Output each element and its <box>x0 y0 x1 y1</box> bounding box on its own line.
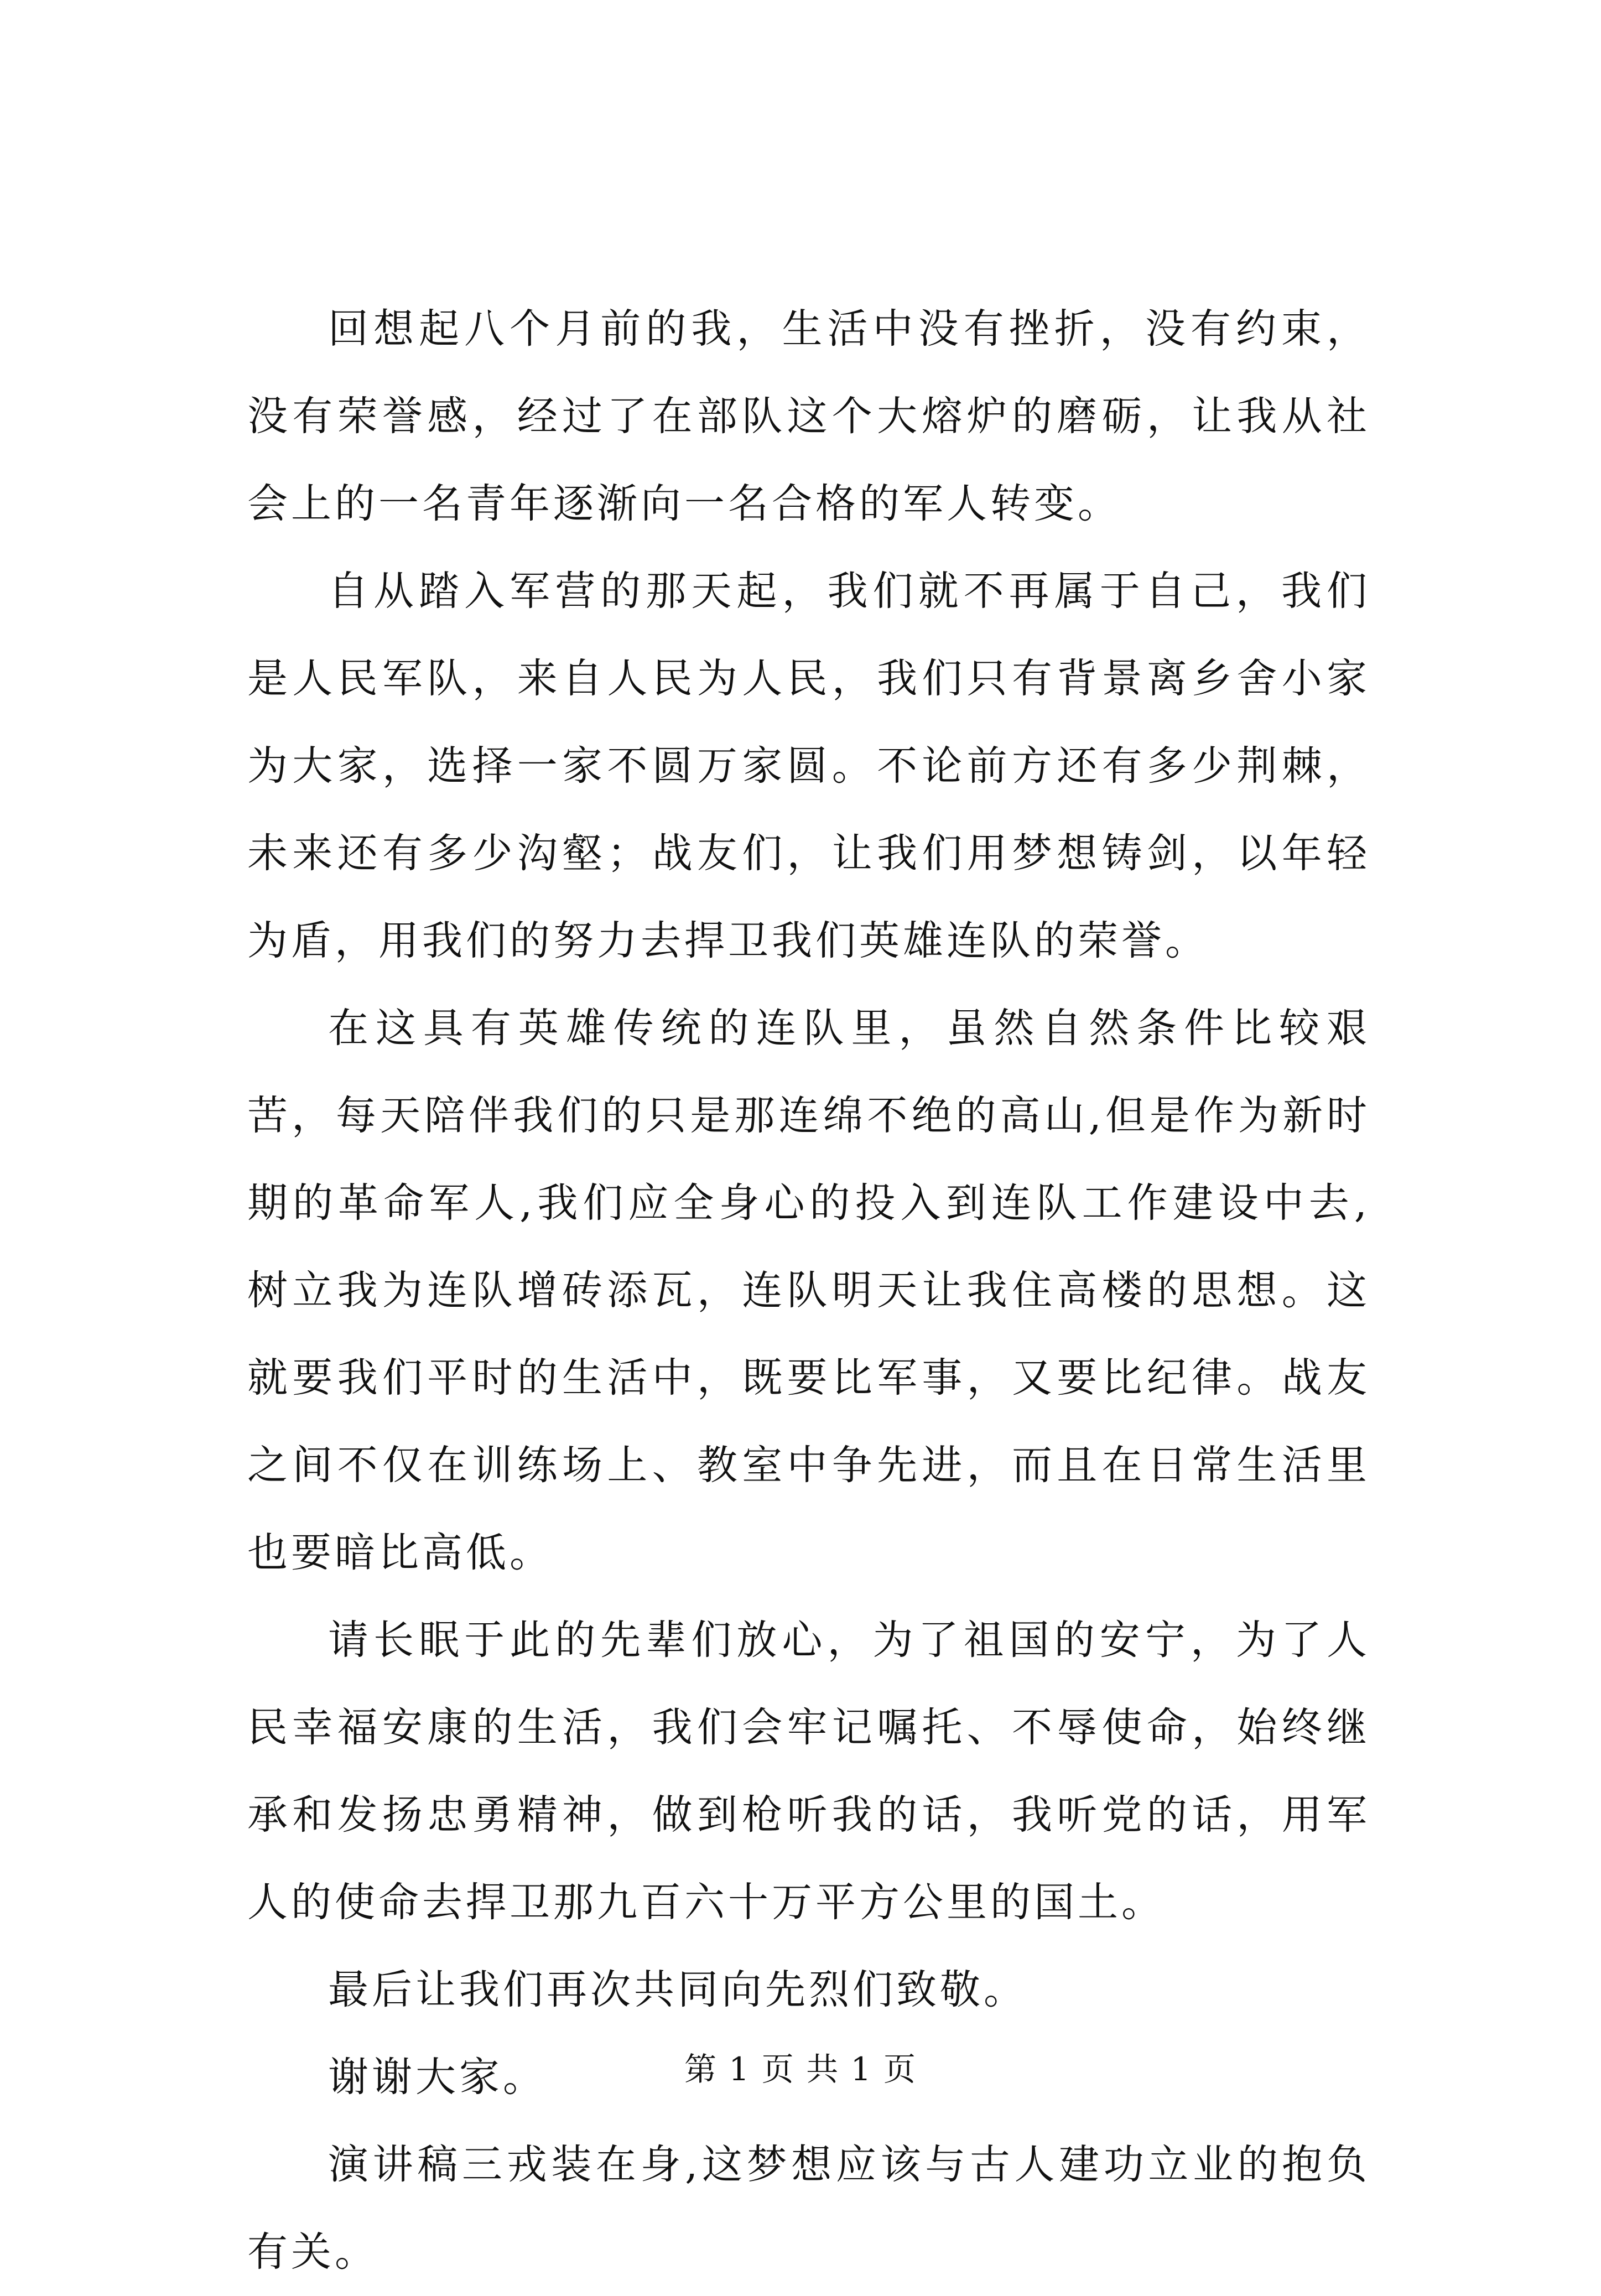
page-footer: 第 1 页 共 1 页 <box>684 2050 917 2088</box>
paragraph: 演讲稿三戎装在身,这梦想应该与古人建功立业的抱负有关。 <box>247 2141 1370 2276</box>
paragraph: 请长眠于此的先辈们放心，为了祖国的安宁，为了人民幸福安康的生活，我们会牢记嘱托、不辱使命，始终继承和发扬忠勇精神，做到枪听我的话，我听党的话，用军人的使命去捍卫那九百六十万平方公里的国土。 <box>247 1617 1370 1926</box>
paragraph: 回想起八个月前的我，生活中没有挫折，没有约束，没有荣誉感，经过了在部队这个大熔炉的磨砺，让我从社会上的一名青年逐渐向一名合格的军人转变。 <box>247 305 1370 527</box>
paragraph: 自从踏入军营的那天起，我们就不再属于自己，我们是人民军队，来自人民为人民，我们只有背景离乡舍小家为大家，选择一家不圆万家圆。不论前方还有多少荆棘，未来还有多少沟壑；战友们，让我们用梦想铸剑，以年轻为盾，用我们的努力去捍卫我们英雄连队的荣誉。 <box>247 568 1370 964</box>
paragraph: 谢谢大家。 <box>328 2054 547 2101</box>
paragraph: 最后让我们再次共同向先烈们致敬。 <box>328 1966 1027 2013</box>
paragraph: 在这具有英雄传统的连队里，虽然自然条件比较艰苦，每天陪伴我们的只是那连绵不绝的高山,但是作为新时期的革命军人,我们应全身心的投入到连队工作建设中去,树立我为连队增砖添瓦，连队明天让我住高楼的思想。这就要我们平时的生活中，既要比军事，又要比纪律。战友之间不仅在训练场上、教室中争先进，而且在日常生活里也要暗比高低。 <box>247 1005 1370 1576</box>
document-body <box>247 285 1370 2296</box>
